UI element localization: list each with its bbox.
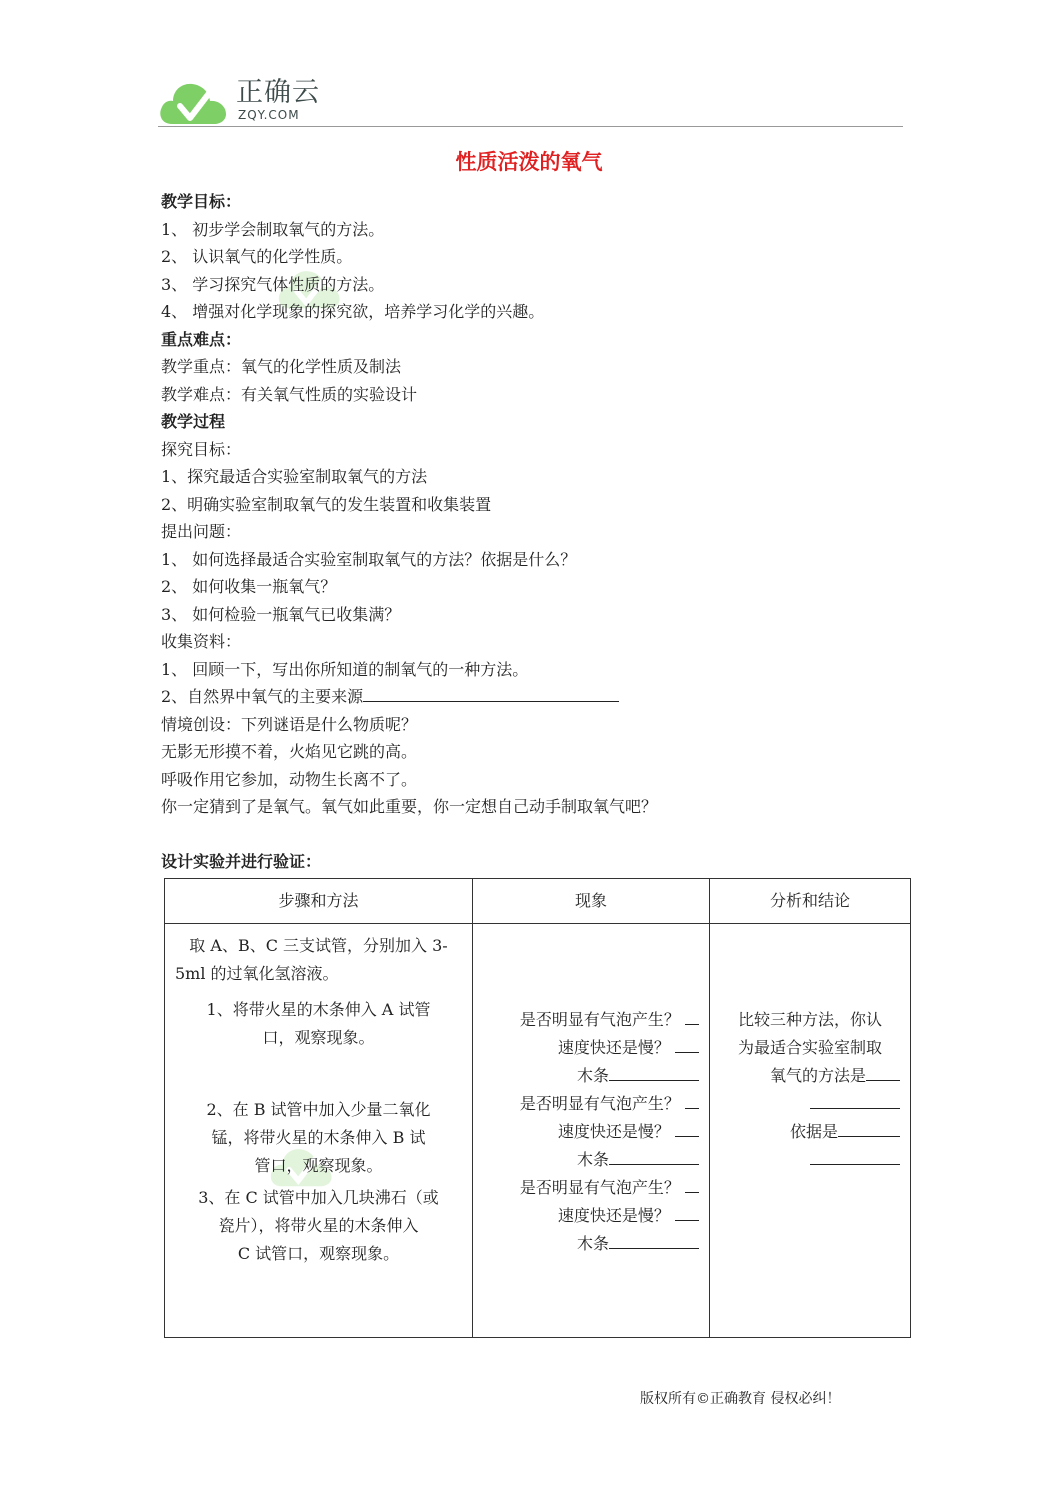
phenomenon-bubble: 是否明显有气泡产生？ bbox=[519, 1178, 680, 1197]
answer-blank[interactable] bbox=[675, 1122, 699, 1137]
cloud-check-logo-icon bbox=[158, 74, 230, 128]
answer-blank[interactable] bbox=[675, 1038, 699, 1053]
step-3: 瓷片），将带火星的木条伸入 bbox=[218, 1216, 419, 1235]
phenomenon-bubble: 是否明显有气泡产生？ bbox=[519, 1094, 680, 1113]
phenomenon-line bbox=[473, 1062, 709, 1090]
table-row bbox=[165, 924, 911, 1338]
answer-blank[interactable] bbox=[685, 1094, 699, 1109]
phenomenon-bubble: 是否明显有气泡产生？ bbox=[519, 1010, 680, 1029]
answer-blank[interactable] bbox=[810, 1094, 900, 1109]
conclusion-basis: 依据是 bbox=[789, 1122, 838, 1141]
column-header: 现象 bbox=[473, 879, 710, 924]
phenomenon-line bbox=[473, 1090, 709, 1118]
goal-item: 3、 学习探究气体性质的方法。 bbox=[161, 274, 385, 294]
phenomenon-line bbox=[473, 1202, 709, 1230]
info-heading: 收集资料： bbox=[161, 632, 242, 651]
goal-item: 1、 初步学会制取氧气的方法。 bbox=[161, 219, 385, 239]
phenomenon-stick: 木条 bbox=[576, 1234, 609, 1253]
spacer bbox=[161, 821, 901, 849]
answer-blank[interactable] bbox=[810, 1150, 900, 1165]
step-1: 1、将带火星的木条伸入 A 试管 bbox=[206, 1000, 431, 1019]
answer-blank[interactable] bbox=[685, 1178, 699, 1193]
explore-item: 2、明确实验室制取氧气的发生装置和收集装置 bbox=[161, 494, 492, 514]
info-item: 1、 回顾一下，写出你所知道的制氧气的一种方法。 bbox=[161, 659, 529, 679]
process-heading: 教学过程 bbox=[161, 412, 226, 431]
scenario: 情境创设：下列谜语是什么物质呢？ bbox=[161, 714, 418, 734]
answer-blank[interactable] bbox=[866, 1066, 900, 1081]
keypoints-heading: 重点难点： bbox=[161, 329, 242, 349]
answer-blank[interactable] bbox=[685, 1010, 699, 1025]
answer-blank[interactable] bbox=[609, 1234, 699, 1249]
phenomenon-line bbox=[473, 1006, 709, 1034]
phenomenon-speed: 速度快还是慢？ bbox=[557, 1038, 670, 1057]
copyright-footer: 版权所有©正确教育 侵权必纠！ bbox=[640, 1391, 841, 1407]
page-title: 性质活泼的氧气 bbox=[455, 149, 603, 174]
phenomenon-line bbox=[473, 1230, 709, 1258]
explore-heading: 探究目标： bbox=[161, 439, 242, 459]
conclusion-cell bbox=[710, 924, 911, 1338]
phenomenon-line bbox=[473, 1034, 709, 1062]
conclusion-line: 为最适合实验室制取 bbox=[737, 1038, 882, 1057]
step-2: 2、在 B 试管中加入少量二氧化 bbox=[206, 1100, 431, 1119]
info-item-text: 2、自然界中氧气的主要来源 bbox=[161, 687, 364, 706]
logo-name: 正确云 bbox=[236, 77, 320, 108]
phenomenon-line bbox=[473, 1146, 709, 1174]
answer-blank[interactable] bbox=[363, 687, 619, 702]
question-item: 1、 如何选择最适合实验室制取氧气的方法？依据是什么？ bbox=[161, 549, 577, 569]
answer-blank[interactable] bbox=[838, 1122, 900, 1137]
conclusion-line bbox=[710, 1118, 910, 1146]
conclusion-line bbox=[710, 1146, 910, 1174]
phenomenon-speed: 速度快还是慢？ bbox=[557, 1206, 670, 1225]
question-item: 2、 如何收集一瓶氧气？ bbox=[161, 577, 337, 596]
explore-item: 1、探究最适合实验室制取氧气的方法 bbox=[161, 467, 428, 486]
answer-blank[interactable] bbox=[675, 1206, 699, 1221]
question-heading: 提出问题： bbox=[161, 522, 242, 541]
phenomenon-stick: 木条 bbox=[576, 1066, 609, 1085]
riddle-line: 无影无形摸不着，火焰见它跳的高。 bbox=[161, 742, 418, 761]
step-1: 口，观察现象。 bbox=[262, 1028, 375, 1047]
info-item-with-blank bbox=[161, 683, 901, 711]
conclusion-method: 氧气的方法是 bbox=[769, 1066, 866, 1085]
header bbox=[158, 74, 903, 130]
conclusion-line: 比较三种方法，你认 bbox=[737, 1010, 882, 1029]
step-2: 锰，将带火星的木条伸入 B 试 bbox=[211, 1128, 426, 1147]
answer-blank[interactable] bbox=[609, 1066, 699, 1081]
steps-cell bbox=[165, 924, 473, 1338]
phenomenon-speed: 速度快还是慢？ bbox=[557, 1122, 670, 1141]
step-intro: 取 A、B、C 三支试管，分别加入 3- bbox=[189, 936, 448, 955]
phenomenon-stick: 木条 bbox=[576, 1150, 609, 1169]
document-body bbox=[161, 188, 901, 876]
phenomena-cell bbox=[473, 924, 710, 1338]
step-2: 管口，观察现象。 bbox=[254, 1156, 383, 1175]
experiment-table bbox=[164, 878, 911, 1338]
conclusion-line bbox=[710, 1090, 910, 1118]
riddle-line: 呼吸作用它参加，动物生长离不了。 bbox=[161, 769, 418, 789]
table-header-row bbox=[165, 879, 911, 924]
answer-blank[interactable] bbox=[609, 1150, 699, 1165]
header-divider bbox=[158, 126, 903, 127]
key-difficulty: 教学难点：有关氧气性质的实验设计 bbox=[161, 384, 418, 404]
goals-heading: 教学目标： bbox=[161, 192, 242, 211]
step-3: 3、在 C 试管中加入几块沸石（或 bbox=[198, 1188, 439, 1207]
column-header: 分析和结论 bbox=[710, 879, 911, 924]
step-3: C 试管口，观察现象。 bbox=[237, 1244, 400, 1263]
phenomenon-line bbox=[473, 1174, 709, 1202]
goal-item: 4、 增强对化学现象的探究欲，培养学习化学的兴趣。 bbox=[161, 302, 545, 321]
step-intro: 5ml 的过氧化氢溶液。 bbox=[175, 964, 339, 983]
key-focus: 教学重点：氧气的化学性质及制法 bbox=[161, 357, 402, 376]
question-item: 3、 如何检验一瓶氧气已收集满？ bbox=[161, 604, 401, 624]
column-header: 步骤和方法 bbox=[165, 879, 473, 924]
conclusion-line bbox=[710, 1062, 910, 1090]
guess-text: 你一定猜到了是氧气。氧气如此重要，你一定想自己动手制取氧气吧？ bbox=[161, 797, 658, 816]
goal-item: 2、 认识氧气的化学性质。 bbox=[161, 247, 353, 266]
logo-domain: ZQY.COM bbox=[238, 108, 300, 122]
phenomenon-line bbox=[473, 1118, 709, 1146]
experiment-heading: 设计实验并进行验证： bbox=[161, 852, 322, 871]
